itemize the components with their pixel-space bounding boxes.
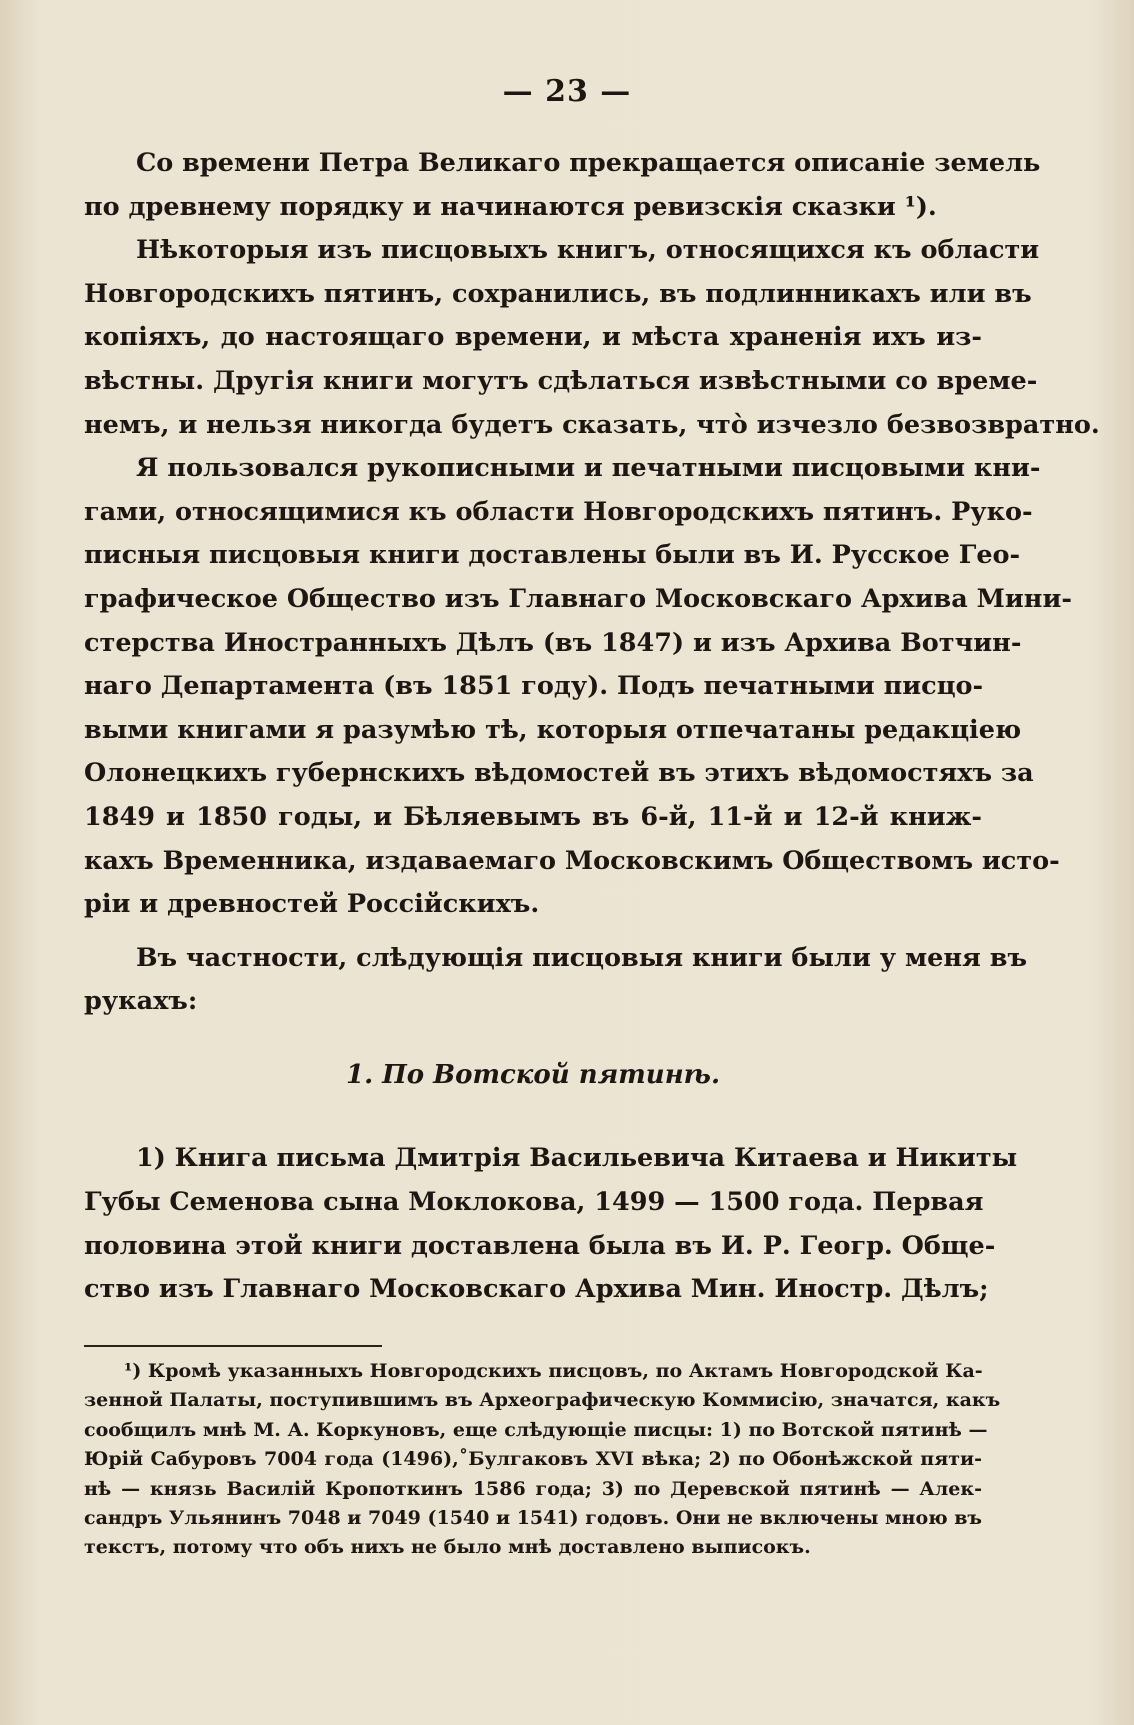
- text-line: вѣстны. Другія книги могутъ сдѣлаться извѣстными со време-: [84, 365, 1038, 396]
- text-line: гами, относящимися къ области Новгородскихъ пятинъ. Руко-: [84, 496, 1033, 527]
- text-line: немъ, и нельзя никогда будетъ сказать, что̀ изчезло безвозвратно.: [84, 409, 1100, 440]
- text-line: наго Департамента (въ 1851 году). Подъ печатными писцо-: [84, 671, 984, 702]
- footnote-line: зенной Палаты, поступившимъ въ Археографическую Коммисію, значатся, какъ: [84, 1389, 1001, 1412]
- paragraph: [84, 229, 1100, 447]
- text-line: ріи и древностей Россійскихъ.: [84, 889, 540, 920]
- section-title: 1. По Вотской пятинѣ.: [345, 1059, 721, 1090]
- text-line: Новгородскихъ пятинъ, сохранились, въ подлинникахъ или въ: [84, 278, 1032, 309]
- text-line: стерства Иностранныхъ Дѣлъ (въ 1847) и изъ Архива Вотчин-: [84, 627, 1022, 658]
- text-line: Нѣкоторыя изъ писцовыхъ книгъ, относящихся къ области: [136, 235, 1040, 266]
- footnote-divider: [84, 1345, 382, 1347]
- text-line: Со времени Петра Великаго прекращается описаніе земель: [136, 148, 1041, 178]
- book-entry: [84, 1137, 1018, 1311]
- main-text: [84, 142, 1100, 1312]
- text-line: Въ частности, слѣдующія писцовыя книги были у меня въ: [136, 942, 1028, 973]
- text-line: кахъ Временника, издаваемаго Московскимъ Обществомъ исто-: [84, 845, 1060, 876]
- text-line: писныя писцовыя книги доставлены были въ И. Русское Гео-: [84, 540, 1021, 571]
- footnote-line: Юрій Сабуровъ 7004 года (1496),˚Булгаковъ XVI вѣка; 2) по Обонѣжской пяти-: [84, 1448, 982, 1471]
- text-line: выми книгами я разумѣю тѣ, которыя отпечатаны редакціею: [84, 714, 1022, 745]
- footnote-line: текстъ, потому что объ нихъ не было мнѣ доставлено выписокъ.: [84, 1536, 811, 1559]
- text-line: 1849 и 1850 годы, и Бѣляевымъ въ 6-й, 11-й и 12-й книж-: [84, 801, 982, 832]
- text-line: 1) Книга письма Дмитрія Васильевича Китаева и Никиты: [136, 1143, 1018, 1174]
- footnote-line: сандръ Ульянинъ 7048 и 7049 (1540 и 1541) годовъ. Они не включены мною въ: [84, 1506, 982, 1529]
- paragraph: [84, 447, 1072, 927]
- footnote: [84, 1357, 1001, 1563]
- footnote-line: сообщилъ мнѣ М. А. Коркуновъ, еще слѣдующіе писцы: 1) по Вотской пятинѣ —: [84, 1418, 988, 1441]
- footnote-line: ¹) Кромѣ указанныхъ Новгородскихъ писцовъ, по Актамъ Новгородской Ка-: [124, 1360, 983, 1382]
- text-line: половина этой книги доставлена была въ И. Р. Геогр. Обще-: [84, 1230, 996, 1261]
- text-line: Я пользовался рукописными и печатными писцовыми кни-: [136, 453, 1041, 484]
- text-line: по древнему порядку и начинаются ревизскія сказки ¹).: [84, 191, 937, 222]
- paragraph: [84, 937, 1028, 1024]
- paragraph: [84, 142, 1041, 229]
- page-number: — 23 —: [502, 74, 632, 109]
- text-line: ство изъ Главнаго Московскаго Архива Мин. Иностр. Дѣлъ;: [84, 1274, 989, 1305]
- text-line: Олонецкихъ губернскихъ вѣдомостей въ этихъ вѣдомостяхъ за: [84, 758, 1034, 789]
- footnote-line: нѣ — князь Василій Кропоткинъ 1586 года; 3) по Деревской пятинѣ — Алек-: [84, 1477, 982, 1500]
- text-line: графическое Общество изъ Главнаго Московскаго Архива Мини-: [84, 583, 1072, 614]
- text-line: рукахъ:: [84, 986, 198, 1017]
- text-line: копіяхъ, до настоящаго времени, и мѣста храненія ихъ из-: [84, 322, 982, 353]
- text-line: Губы Семенова сына Моклокова, 1499 — 1500 года. Первая: [84, 1187, 984, 1218]
